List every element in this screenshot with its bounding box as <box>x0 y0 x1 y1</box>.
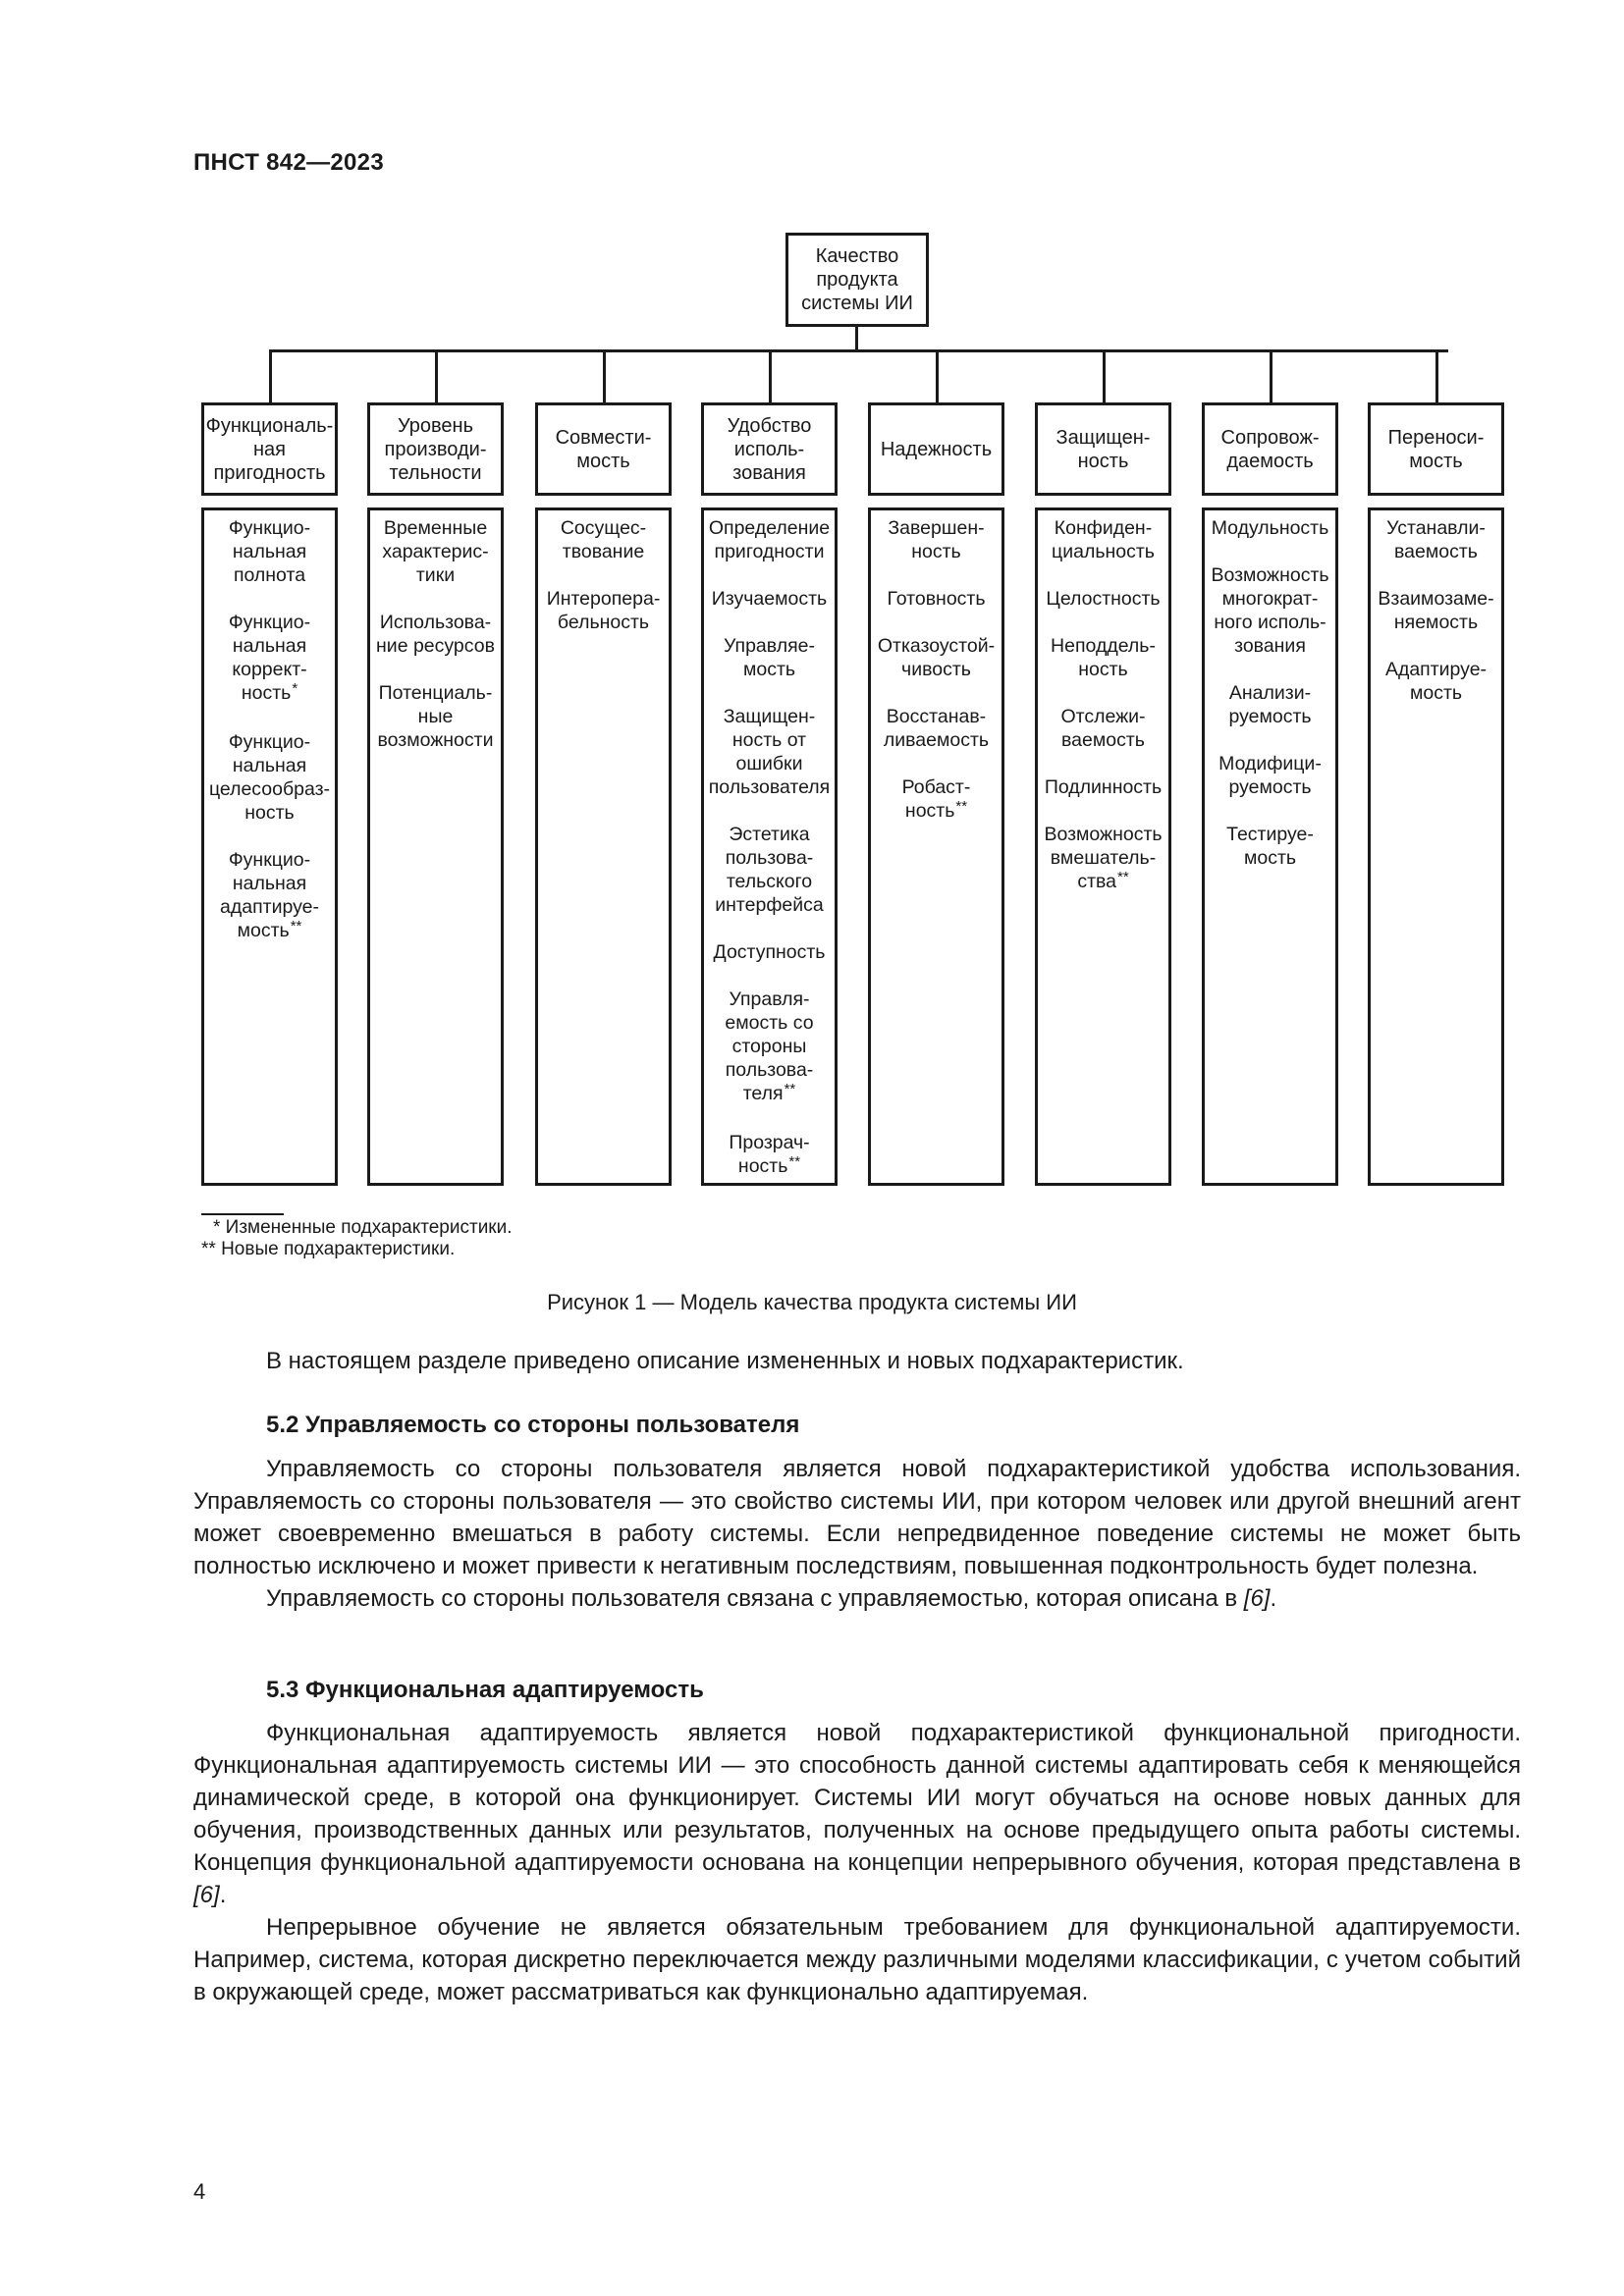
text-line: Анализи- <box>1228 682 1312 704</box>
subcharacteristic <box>871 705 1001 752</box>
text-line: пользова- <box>725 1059 814 1081</box>
subcharacteristic <box>1205 681 1335 728</box>
text-line: Функцио- <box>228 517 311 539</box>
subcharacteristic <box>871 775 1001 825</box>
section-5-2-body <box>193 1453 1521 1615</box>
text-line: Интеропера- <box>546 588 661 610</box>
subcharacteristic <box>1371 516 1501 563</box>
text-line: Адаптируе- <box>1384 659 1488 680</box>
text-line: целесообраз- <box>208 778 331 800</box>
text-line: нальная <box>232 755 307 776</box>
subcharacteristic <box>204 848 335 944</box>
page-number: 4 <box>193 2179 206 2204</box>
text-line: Переноси- <box>1387 426 1485 449</box>
section-5-3-paragraph-2: Непрерывное обучение не является обязательным требованием для функциональной адаптируемости. Например, система, которая дискретно переключается между различными моделями классификации, с учетом событий в окружающей среде, может рассматриваться как функционально адаптируемая. <box>193 1914 1521 2005</box>
subcharacteristics-list <box>1202 507 1338 1186</box>
section-5-2-heading: 5.2 Управляемость со стороны пользователя <box>266 1412 800 1438</box>
subcharacteristics-list <box>535 507 672 1186</box>
text-line: руемость <box>1228 706 1312 727</box>
text-line: Надежность <box>880 438 993 460</box>
subcharacteristics-list <box>868 507 1004 1186</box>
text-line: Робаст- <box>901 776 971 798</box>
text-line: мость** <box>237 918 302 941</box>
text-line: Качество <box>815 245 899 267</box>
text-line: няемость <box>1393 612 1479 633</box>
subcharacteristic <box>1038 634 1168 681</box>
section-5-3-paragraph-1 <box>193 1717 1521 1911</box>
characteristic-box <box>868 402 1004 496</box>
footnote-mark: ** <box>955 798 968 815</box>
text-line: ность <box>244 802 295 824</box>
text-line: мость <box>742 659 796 680</box>
subcharacteristic <box>1205 516 1335 540</box>
text-line: Возможность <box>1044 824 1163 845</box>
subcharacteristic <box>704 516 835 563</box>
text-line: руемость <box>1228 776 1312 798</box>
subcharacteristic <box>871 587 1001 611</box>
subcharacteristics-list <box>1368 507 1504 1186</box>
subcharacteristic <box>704 1131 835 1180</box>
text-line: пригодности <box>714 541 825 562</box>
text-line: Удобство <box>727 414 812 437</box>
subcharacteristic <box>704 940 835 964</box>
text-line: исполь- <box>733 438 805 460</box>
footnote-new: ** Новые подхарактеристики. <box>201 1239 456 1259</box>
text-line: теля** <box>742 1081 796 1104</box>
text-line: ная <box>253 438 286 460</box>
text-line: Сопровож- <box>1220 426 1320 449</box>
text-line: Функциональ- <box>205 414 334 437</box>
text-line: Отказоустой- <box>877 635 996 657</box>
text-line: Устанавли- <box>1386 517 1486 539</box>
text-line: коррект- <box>232 659 307 680</box>
subcharacteristic <box>871 634 1001 681</box>
subcharacteristic <box>204 611 335 707</box>
text-line: ливаемость <box>883 729 990 751</box>
text-line: пригодность <box>213 461 326 484</box>
text-line: мость <box>1409 450 1463 472</box>
text-line: Возможность <box>1211 564 1329 586</box>
text-line: Управля- <box>729 988 810 1010</box>
subcharacteristic <box>1205 752 1335 799</box>
characteristic-box <box>1368 402 1504 496</box>
subcharacteristic <box>1371 587 1501 634</box>
subcharacteristic <box>1038 587 1168 611</box>
subcharacteristics-list <box>1035 507 1171 1186</box>
text-line: продукта <box>816 269 898 291</box>
s52-p2-end: . <box>1270 1585 1277 1612</box>
text-line: ность <box>1077 450 1129 472</box>
branch-connector <box>1103 349 1106 403</box>
subcharacteristic <box>1038 705 1168 752</box>
text-line: ность** <box>737 1153 801 1177</box>
subcharacteristic <box>538 516 669 563</box>
text-line: полнота <box>233 564 306 586</box>
text-line: Функцио- <box>228 849 311 871</box>
s52-p2-text: Управляемость со стороны пользователя связана с управляемостью, которая описана в <box>266 1585 1244 1612</box>
subcharacteristic <box>704 587 835 611</box>
text-line: Определение <box>708 517 831 539</box>
text-line: Прозрач- <box>729 1132 810 1153</box>
footnote-mark: ** <box>788 1153 801 1170</box>
s53-p1-text: Функциональная адаптируемость является новой подхарактеристикой функциональной пригодности. Функциональная адаптируемость системы ИИ — это способность данной системы адаптировать себя к меняющейся динамической среде, в которой она функционирует. Системы ИИ могут обучаться на основе новых данных для обучения, производственных данных или результатов, полученных на основе предыдущего опыта работы системы. Концепция функциональной адаптируемости основана на концепции непрерывного обучения, которая представлена в <box>193 1720 1521 1876</box>
subcharacteristic <box>370 681 501 752</box>
text-line: нальная <box>232 873 307 894</box>
footnote-mark: * <box>292 680 298 697</box>
text-line: чивость <box>901 659 971 680</box>
text-line: циальность <box>1052 541 1155 562</box>
text-line: емость со <box>725 1012 814 1034</box>
text-line: Эстетика <box>729 824 810 845</box>
text-line: Совмести- <box>555 426 652 449</box>
text-line: Доступность <box>713 941 826 963</box>
reference-link[interactable]: [6] <box>193 1882 220 1908</box>
text-line: Использова- <box>379 612 492 633</box>
text-line: Взаимозаме- <box>1378 588 1494 610</box>
text-line: Временные <box>383 517 488 539</box>
text-line: ность <box>1078 659 1128 680</box>
subcharacteristic <box>704 705 835 799</box>
text-line: Конфиден- <box>1054 517 1153 539</box>
text-line: нальная <box>232 635 307 657</box>
text-line: Изучаемость <box>711 588 828 610</box>
text-line: Управляе- <box>724 635 815 657</box>
text-line: зования <box>732 461 806 484</box>
footnote-mark: ** <box>290 918 302 934</box>
footnote-mark: ** <box>784 1081 796 1097</box>
subcharacteristic <box>1038 516 1168 563</box>
text-line: ность <box>911 541 961 562</box>
text-line: зования <box>1234 635 1306 657</box>
subcharacteristic <box>1205 563 1335 658</box>
text-line: ошибки <box>735 753 803 774</box>
text-line: ного исполь- <box>1214 612 1326 633</box>
text-line: твование <box>562 541 645 562</box>
branch-connector <box>936 349 939 403</box>
text-line: Отслежи- <box>1060 706 1146 727</box>
footnote-rule <box>201 1213 284 1215</box>
characteristic-box <box>367 402 504 496</box>
characteristic-box <box>535 402 672 496</box>
subcharacteristic <box>1205 823 1335 870</box>
intro-paragraph <box>193 1345 1521 1377</box>
footnote-mark: ** <box>1116 869 1129 885</box>
text-line: Функцио- <box>228 612 311 633</box>
text-line: Подлинность <box>1044 776 1163 798</box>
subcharacteristic <box>204 730 335 825</box>
text-line: многократ- <box>1221 588 1319 610</box>
text-line: даемость <box>1226 450 1314 472</box>
figure-caption: Рисунок 1 — Модель качества продукта системы ИИ <box>547 1290 1077 1314</box>
text-line: Потенциаль- <box>378 682 493 704</box>
text-line: Восстанав- <box>886 706 987 727</box>
text-line: бельность <box>557 612 650 633</box>
text-line: Модульность <box>1211 517 1329 539</box>
text-line: вмешатель- <box>1050 847 1157 869</box>
text-line: ства** <box>1077 869 1129 892</box>
text-line: Целостность <box>1046 588 1161 610</box>
text-line: адаптируе- <box>220 896 319 918</box>
text-line: Готовность <box>887 588 986 610</box>
text-line: пользова- <box>725 847 814 869</box>
characteristic-box <box>201 402 338 496</box>
section-5-2-paragraph-2 <box>193 1582 1521 1615</box>
text-line: возможности <box>377 729 494 751</box>
text-line: мость <box>1409 682 1463 704</box>
characteristic-box <box>701 402 838 496</box>
subcharacteristic <box>204 516 335 587</box>
text-line: ние ресурсов <box>376 635 495 657</box>
text-line: ность** <box>904 798 968 822</box>
text-line: мость <box>576 450 630 472</box>
text-line: пользователя <box>708 776 831 798</box>
text-line: мость <box>1243 847 1297 869</box>
root-box <box>785 233 929 327</box>
subcharacteristic <box>1038 823 1168 895</box>
text-line: производи- <box>384 438 487 460</box>
text-line: Уровень <box>397 414 474 437</box>
subcharacteristics-list <box>701 507 838 1186</box>
text-line: ность от <box>731 729 807 751</box>
text-line: стороны <box>731 1036 807 1057</box>
section-5-3-heading: 5.3 Функциональная адаптируемость <box>266 1677 704 1703</box>
text-line: ваемость <box>1394 541 1478 562</box>
subcharacteristic <box>704 634 835 681</box>
text-line: системы ИИ <box>801 293 913 314</box>
subcharacteristic <box>704 988 835 1107</box>
text-line: Сосущес- <box>560 517 647 539</box>
subcharacteristic <box>704 823 835 917</box>
subcharacteristics-list <box>201 507 338 1186</box>
characteristic-box <box>1035 402 1171 496</box>
branch-connector <box>1435 349 1438 403</box>
branch-connector <box>269 349 272 403</box>
branch-connector <box>603 349 606 403</box>
branch-connector <box>769 349 772 403</box>
characteristic-box <box>1202 402 1338 496</box>
text-line: Функцио- <box>228 731 311 753</box>
subcharacteristic <box>1371 658 1501 705</box>
s53-p1-end: . <box>219 1882 227 1908</box>
intro-text: В настоящем разделе приведено описание измененных и новых подхарактеристик. <box>266 1348 1184 1374</box>
text-line: тельского <box>726 871 813 892</box>
text-line: характерис- <box>382 541 489 562</box>
subcharacteristic <box>1038 775 1168 799</box>
text-line: ваемость <box>1061 729 1145 751</box>
text-line: интерфейса <box>715 894 824 916</box>
subcharacteristics-list <box>367 507 504 1186</box>
branch-connector <box>1270 349 1272 403</box>
subcharacteristic <box>370 611 501 658</box>
branch-connector <box>435 349 438 403</box>
text-line: Защищен- <box>1056 426 1151 449</box>
document-header: ПНСТ 842—2023 <box>193 149 384 176</box>
subcharacteristic <box>871 516 1001 563</box>
reference-link[interactable]: [6] <box>1243 1585 1271 1612</box>
text-line: Неподдель- <box>1051 635 1156 657</box>
subcharacteristic <box>370 516 501 587</box>
text-line: ные <box>417 706 454 727</box>
section-5-2-paragraph-1: Управляемость со стороны пользователя является новой подхарактеристикой удобства использования. Управляемость со стороны пользователя — это свойство системы ИИ, при котором человек или другой внешний агент может своевременно вмешаться в работу системы. Если непредвиденное поведение системы не может быть полностью исключено и может привести к негативным последствиям, повышенная подконтрольность будет полезна. <box>193 1456 1521 1579</box>
text-line: Модифици- <box>1218 753 1322 774</box>
text-line: Защищен- <box>723 706 816 727</box>
text-line: Завершен- <box>888 517 985 539</box>
footnote-changed: * Измененные подхарактеристики. <box>213 1217 513 1238</box>
text-line: тельности <box>389 461 482 484</box>
text-line: ность* <box>241 680 298 704</box>
subcharacteristic <box>538 587 669 634</box>
text-line: нальная <box>232 541 307 562</box>
text-line: тики <box>415 564 456 586</box>
text-line: Тестируе- <box>1226 824 1314 845</box>
section-5-3-body <box>193 1717 1521 2008</box>
